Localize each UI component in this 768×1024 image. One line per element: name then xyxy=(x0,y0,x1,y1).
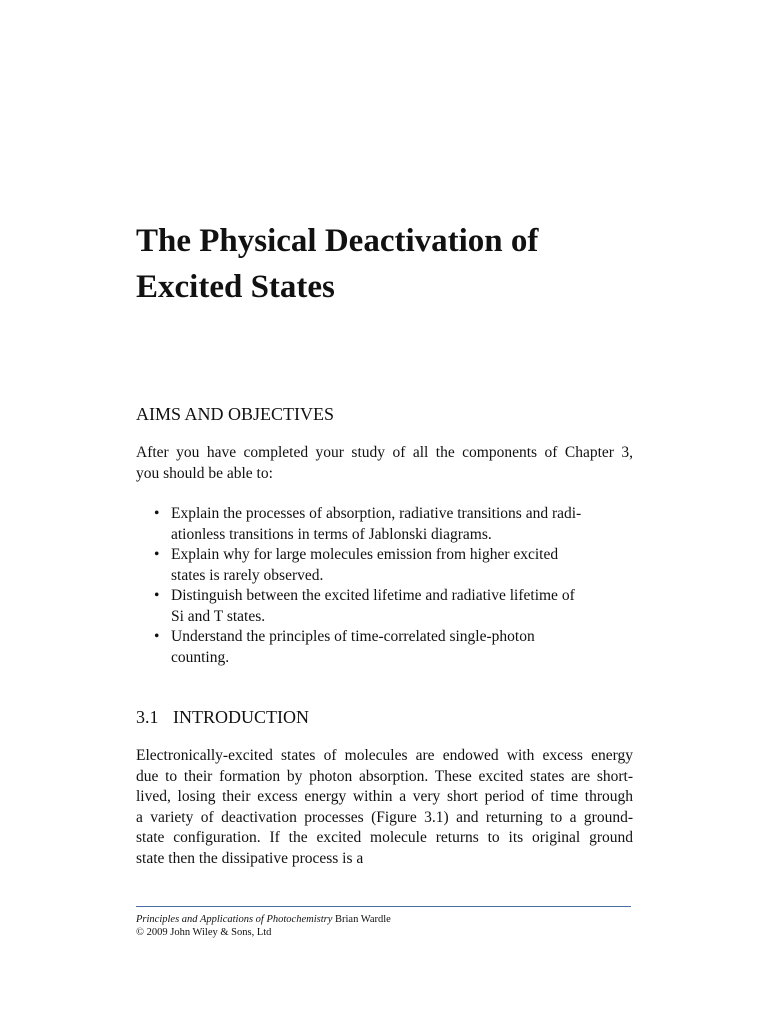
list-item xyxy=(154,627,624,668)
chapter-title-line: The Physical Deactivation of xyxy=(136,223,539,259)
bullet-icon: • xyxy=(154,546,160,563)
chapter-title xyxy=(136,218,656,310)
aims-intro-line: you should be able to: xyxy=(136,464,273,482)
aims-intro-line: After you have completed your study of all the components of Chapter 3, xyxy=(136,444,633,461)
section-title: INTRODUCTION xyxy=(173,707,309,727)
introduction-heading xyxy=(136,706,309,728)
paragraph-line: lived, losing their excess energy within a very short period of time through xyxy=(136,788,633,805)
objective-line: states is rarely observed. xyxy=(171,566,324,584)
list-item xyxy=(154,504,624,545)
paragraph-line: state then the dissipative process is a xyxy=(136,849,364,867)
paragraph-line: due to their formation by photon absorption. These excited states are short- xyxy=(136,767,633,785)
bullet-icon: • xyxy=(154,587,160,604)
copyright-notice: © 2009 John Wiley & Sons, Ltd xyxy=(136,927,272,938)
objective-line: ationless transitions in terms of Jablonski diagrams. xyxy=(171,525,492,543)
objective-line: Distinguish between the excited lifetime and radiative lifetime of xyxy=(171,587,575,604)
objective-line: counting. xyxy=(171,648,230,666)
chapter-title-line: Excited States xyxy=(136,269,335,305)
list-item xyxy=(154,545,624,586)
objective-line: Understand the principles of time-correlated single-photon xyxy=(171,628,535,645)
book-author: Brian Wardle xyxy=(335,914,391,925)
aims-heading: AIMS AND OBJECTIVES xyxy=(136,404,335,424)
footer-divider xyxy=(136,906,631,907)
paragraph-line: state configuration. If the excited molecule returns to its original ground xyxy=(136,829,633,846)
page-footer xyxy=(136,913,391,939)
objective-line: Explain why for large molecules emission from higher excited xyxy=(171,546,559,563)
objectives-list xyxy=(154,504,624,668)
list-item xyxy=(154,586,624,627)
bullet-icon: • xyxy=(154,505,160,522)
paragraph-line: a variety of deactivation processes (Figure 3.1) and returning to a ground- xyxy=(136,808,633,826)
footer-citation xyxy=(136,913,391,926)
objective-line: Explain the processes of absorption, radiative transitions and radi- xyxy=(171,505,582,522)
book-title: Principles and Applications of Photochemistry xyxy=(136,914,333,925)
section-number: 3.1 xyxy=(136,707,159,727)
bullet-icon: • xyxy=(154,628,160,645)
paragraph-line: Electronically-excited states of molecules are endowed with excess energy xyxy=(136,747,633,764)
objective-line: Si and T states. xyxy=(171,607,266,625)
introduction-paragraph xyxy=(136,746,633,869)
aims-intro-paragraph xyxy=(136,443,633,484)
